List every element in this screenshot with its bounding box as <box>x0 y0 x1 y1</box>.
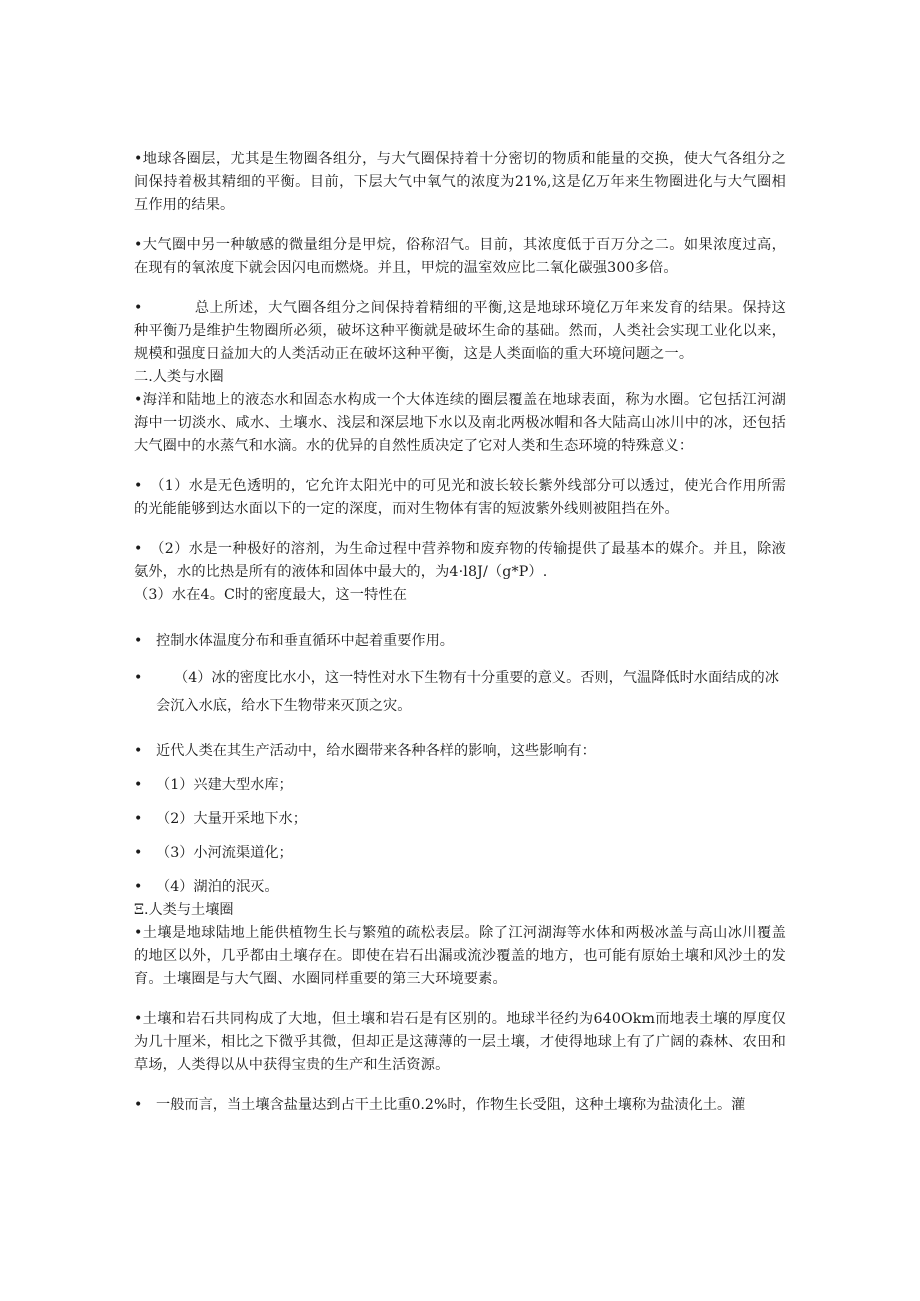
bullet: • <box>134 300 143 316</box>
list-item <box>134 842 786 865</box>
bullet: • <box>134 845 143 861</box>
list-item-text: 控制水体温度分布和垂直循环中起着重要作用。 <box>156 633 454 649</box>
bullet: • <box>134 811 143 827</box>
list-item-text: （2）大量开采地下水； <box>156 811 307 827</box>
list-item <box>134 808 786 831</box>
section-heading-hydrosphere: 二.人类与水圈 <box>134 369 224 385</box>
section-heading-pedosphere: Ξ.人类与土壤圈 <box>134 902 234 918</box>
list-item-text: （1）兴建大型水库； <box>156 777 293 793</box>
paragraph-soil-definition: •土壤是地球陆地上能供植物生长与繁殖的疏松表层。除了江河湖海等水体和两极冰盖与高山冰川覆盖的地区以外，几乎都由土壤存在。即使在岩石出漏或流沙覆盖的地方，也可能有原始土壤和风沙土的发育。土壤圈是与大气圈、水圈同样重要的第三大环境要素。 <box>134 925 786 987</box>
bullet: • <box>134 879 143 895</box>
list-item <box>134 664 786 720</box>
bullet: • <box>134 743 143 759</box>
paragraph-atmosphere-balance: •地球各圈层，尤其是生物圈各组分，与大气圈保持着十分密切的物质和能量的交换，使大气各组分之间保持着极其精细的平衡。目前，下层大气中氧气的浓度为21%,这是亿万年来生物圈进化与大气圈相互作用的结果。 <box>134 151 786 213</box>
document-page <box>134 148 786 1117</box>
paragraph-summary-text: 总上所述，大气圈各组分之间保持着精细的平衡,这是地球环境亿万年来发育的结果。保持这种平衡乃是维护生物圈所必须，破坏这种平衡就是破坏生命的基础。然而，人类社会实现工业化以来，规模和强度日益加大的人类活动正在破坏这种平衡，这是人类面临的重大环境问题之一。 <box>134 300 786 362</box>
paragraph-summary <box>134 297 786 366</box>
paragraph-methane: •大气圈中另一种敏感的微量组分是甲烷，俗称沼气。目前，其浓度低于百万分之二。如果浓度过高，在现有的氧浓度下就会因闪电而燃烧。并且，甲烷的温室效应比二氧化碳强300多倍。 <box>134 237 786 276</box>
bullet: • <box>134 777 143 793</box>
list-item <box>134 1094 786 1117</box>
list-item <box>134 774 786 797</box>
list-item <box>134 876 786 899</box>
list-item-text: （3）小河流渠道化； <box>156 845 293 861</box>
bullet: • <box>134 1097 143 1113</box>
bullet: • <box>134 670 143 686</box>
list-item-text <box>156 664 786 720</box>
list-item-text: 近代人类在其生产活动中，给水圈带来各种各样的影响，这些影响有： <box>156 743 596 759</box>
list-item <box>134 630 786 653</box>
paragraph-hydrosphere-definition: •海洋和陆地上的液态水和固态水构成一个大体连续的圈层覆盖在地球表面，称为水圈。它包括江河湖海中一切淡水、咸水、土壤水、浅层和深层地下水以及南北两极冰帽和各大陆高山冰川中的冰，还包括大气圈中的水蒸气和水滴。水的优异的自然性质决定了它对人类和生态环境的特殊意义： <box>134 392 786 454</box>
list-item-text: （4）湖泊的泯灭。 <box>156 879 279 895</box>
paragraph-water-density: （3）水在4。C时的密度最大，这一特性在 <box>134 587 408 603</box>
bullet: • <box>134 633 143 649</box>
paragraph-water-transparent: • （1）水是无色透明的，它允许太阳光中的可见光和波长较长紫外线部分可以透过，使光合作用所需的光能能够到达水面以下的一定的深度，而对生物体有害的短波紫外线则被阻挡在外。 <box>134 478 786 517</box>
list-item-text: 一般而言，当土壤含盐量达到占干土比重0.2%时，作物生长受阻，这种土壤称为盐渍化土。灌 <box>156 1097 746 1113</box>
paragraph-soil-rock: •土壤和岩石共同构成了大地，但土壤和岩石是有区别的。地球半径约为640Okm而地表土壤的厚度仅为几十厘米，相比之下微乎其微，但却正是这薄薄的一层土壤，才使得地球上有了广阔的森林、农田和草场，人类得以从中获得宝贵的生产和生活资源。 <box>134 1011 786 1073</box>
list-item <box>134 740 786 763</box>
ice-density-text: （4）冰的密度比水小，这一特性对水下生物有十分重要的意义。否则，气温降低时水面结成的冰会沉入水底，给水下生物带来灭顶之灾。 <box>156 670 779 714</box>
paragraph-water-solvent: • （2）水是一种极好的溶剂，为生命过程中营养物和废弃物的传输提供了最基本的媒介。并且，除液氨外，水的比热是所有的液体和固体中最大的，为4·l8J/（g*P）. <box>134 541 786 580</box>
